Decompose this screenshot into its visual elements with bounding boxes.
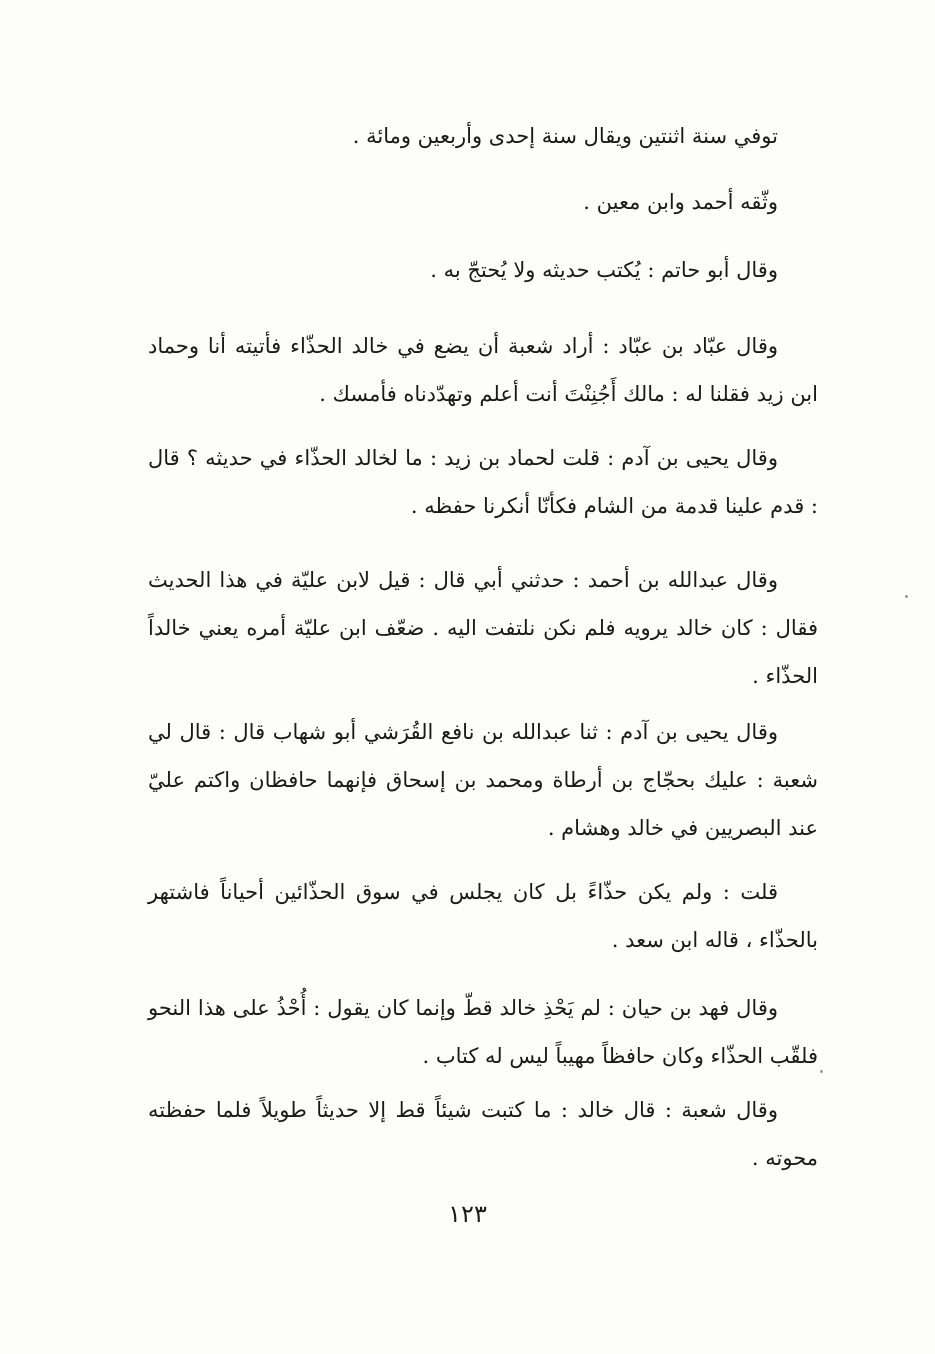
paragraph-yahya-hammad: وقال يحيى بن آدم : قلت لحماد بن زيد : ما لخالد الحذّاء في حديثه ؟ قال : قدم علينا قدمة من الشام فكأنّا أنكرنا حفظه . bbox=[148, 446, 818, 518]
paragraph-abu-hatim: وقال أبو حاتم : يُكتب حديثه ولا يُحتجّ به . bbox=[430, 258, 778, 282]
paragraph-shuba-khalid: وقال شعبة : قال خالد : ما كتبت شيئاً قط إلا حديثاً طويلاً فلما حفظته محوته . bbox=[148, 1098, 818, 1170]
paragraph-fahd: وقال فهد بن حيان : لم يَحْذِ خالد قطّ وإنما كان يقول : أُحْذُ على هذا النحو فلقّب الحذّاء وكان حافظاً مهيباً ليس له كتاب . bbox=[148, 996, 818, 1068]
paragraph-abdullah-ahmad: وقال عبدالله بن أحمد : حدثني أبي قال : قيل لابن عليّة في هذا الحديث فقال : كان خالد يرويه فلم نكن نلتفت اليه . ضعّف ابن عليّة أمره يعني خالداً الحذّاء . bbox=[148, 568, 818, 688]
page-number: ١٢٣ bbox=[448, 1200, 487, 1228]
paragraph-death-date: توفي سنة اثنتين ويقال سنة إحدى وأربعين ومائة . bbox=[352, 124, 778, 148]
paragraph-yahya-shuba: وقال يحيى بن آدم : ثنا عبدالله بن نافع القُرَشي أبو شهاب قال : قال لي شعبة : عليك بحجّاج بن أرطاة ومحمد بن إسحاق فإنهما حافظان واكتم عليّ عند البصريين في خالد وهشام . bbox=[148, 720, 818, 840]
paragraph-abbad: وقال عبّاد بن عبّاد : أراد شعبة أن يضع في خالد الحذّاء فأتيته أنا وحماد ابن زيد فقلنا له : مالك أَجُنِنْتَ أنت أعلم وتهدّدناه فأمسك . bbox=[148, 334, 818, 406]
paragraph-trusted: وثّقه أحمد وابن معين . bbox=[583, 190, 778, 214]
paragraph-author-note: قلت : ولم يكن حذّاءً بل كان يجلس في سوق الحذّائين أحياناً فاشتهر بالحذّاء ، قاله ابن سعد . bbox=[148, 880, 818, 952]
scan-speck bbox=[820, 1070, 823, 1073]
scan-speck bbox=[905, 595, 908, 598]
